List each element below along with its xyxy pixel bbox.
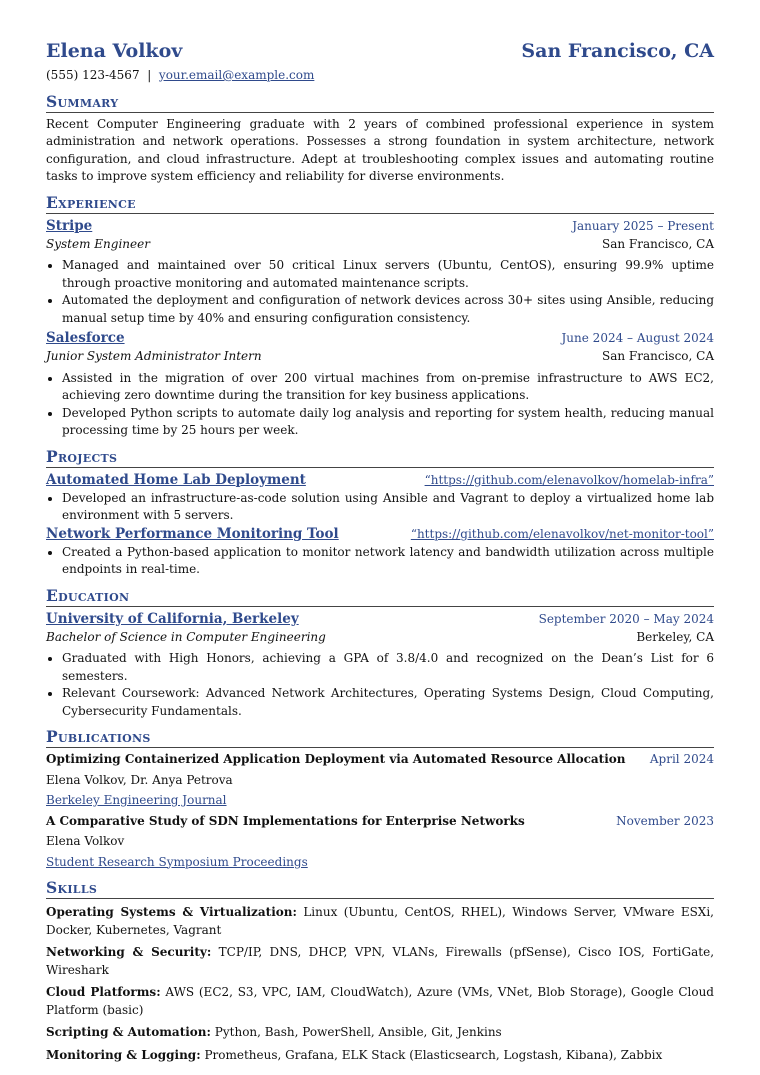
summary-text: Recent Computer Engineering graduate with 2 years of combined professional experience in system administration and network operations. Possesses a strong foundation in system architecture, network configuration, and cloud infrastructure. Adept at troubleshooting complex issues and automating routine tasks to improve system efficiency and reliability for diverse environments. xyxy=(46,116,714,183)
skill-row xyxy=(46,1047,714,1065)
project-url-link[interactable]: “https://github.com/elenavolkov/net-monitor-tool” xyxy=(410,526,714,541)
school-location: Berkeley, CA xyxy=(636,629,714,644)
publication-date: November 2023 xyxy=(616,813,714,828)
education-item xyxy=(46,610,714,721)
job-role: System Engineer xyxy=(46,236,150,251)
skill-row xyxy=(46,1024,714,1042)
job-bullet: • Developed Python scripts to automate daily log analysis and reporting for system health, reducing manual processing time by 25 hours per week. xyxy=(62,405,714,440)
company-link[interactable]: Stripe xyxy=(46,217,93,234)
email-link[interactable]: your.email@example.com xyxy=(158,68,315,82)
skill-label: Scripting & Automation: xyxy=(46,1025,211,1039)
projects-heading: Projects xyxy=(46,448,714,468)
skill-row xyxy=(46,904,714,939)
experience-heading: Experience xyxy=(46,194,714,214)
project-name[interactable]: Automated Home Lab Deployment xyxy=(46,471,306,488)
job-location: San Francisco, CA xyxy=(601,349,714,363)
project-bullet: • Created a Python-based application to monitor network latency and bandwidth utilization across multiple endpoints in real-time. xyxy=(62,544,714,579)
project-item xyxy=(46,525,714,579)
education-bullet: • Relevant Coursework: Advanced Network Architectures, Operating Systems Design, Cloud Computing, Cybersecurity Fundamentals. xyxy=(62,685,714,720)
summary-heading: Summary xyxy=(46,93,714,113)
skill-value: Linux (Ubuntu, CentOS, RHEL), Windows Server, VMware ESXi, Docker, Kubernetes, Vagrant xyxy=(46,905,714,937)
job-bullet: • Managed and maintained over 50 critical Linux servers (Ubuntu, CentOS), ensuring 99.9% uptime through proactive monitoring and automated maintenance scripts. xyxy=(62,257,714,292)
skill-row xyxy=(46,944,714,979)
skill-value: TCP/IP, DNS, DHCP, VPN, VLANs, Firewalls (pfSense), Cisco IOS, FortiGate, Wireshark xyxy=(46,945,715,977)
candidate-location: San Francisco, CA xyxy=(521,40,714,62)
publication-authors: Elena Volkov, Dr. Anya Petrova xyxy=(46,772,233,787)
education-heading: Education xyxy=(46,587,714,607)
job-bullets xyxy=(46,370,714,440)
job-dates: January 2025 – Present xyxy=(572,218,714,233)
contact-line xyxy=(46,67,714,85)
job-bullets xyxy=(46,257,714,327)
skill-label: Monitoring & Logging: xyxy=(46,1047,201,1062)
school-link[interactable]: University of California, Berkeley xyxy=(46,610,299,627)
skill-value: Prometheus, Grafana, ELK Stack (Elasticsearch, Logstash, Kibana), Zabbix xyxy=(204,1047,663,1062)
experience-item xyxy=(46,217,714,328)
project-item xyxy=(46,471,714,525)
skills-heading: Skills xyxy=(46,879,714,899)
skill-value: AWS (EC2, S3, VPC, IAM, CloudWatch), Azure (VMs, VNet, Blob Storage), Google Cloud Platform (basic) xyxy=(46,985,714,1017)
project-url-link[interactable]: “https://github.com/elenavolkov/homelab-infra” xyxy=(424,472,714,487)
project-name[interactable]: Network Performance Monitoring Tool xyxy=(46,525,339,542)
experience-item xyxy=(46,329,714,440)
publication-title: A Comparative Study of SDN Implementations for Enterprise Networks xyxy=(46,813,525,828)
project-bullet: • Developed an infrastructure-as-code solution using Ansible and Vagrant to deploy a virtualized home lab environment with 5 servers. xyxy=(62,490,714,525)
company-link[interactable]: Salesforce xyxy=(46,330,125,346)
project-bullets xyxy=(46,490,714,525)
job-role: Junior System Administrator Intern xyxy=(46,349,262,363)
job-bullet: • Automated the deployment and configuration of network devices across 30+ sites using Ansible, reducing manual setup time by 40% and ensuring configuration consistency. xyxy=(62,292,714,327)
skill-row xyxy=(46,984,714,1019)
job-bullet: • Assisted in the migration of over 200 virtual machines from on-premise infrastructure to AWS EC2, achieving zero downtime during the transition for key business applications. xyxy=(62,370,714,405)
education-bullet: • Graduated with High Honors, achieving a GPA of 3.8/4.0 and recognized on the Dean’s List for 6 semesters. xyxy=(62,650,714,685)
project-bullets xyxy=(46,544,714,579)
publication-authors: Elena Volkov xyxy=(46,834,125,848)
publication-item xyxy=(46,813,714,872)
resume-header xyxy=(46,38,714,64)
candidate-name: Elena Volkov xyxy=(46,40,183,62)
skill-label: Networking & Security: xyxy=(46,945,212,959)
job-dates: June 2024 – August 2024 xyxy=(561,331,714,345)
skill-value: Python, Bash, PowerShell, Ansible, Git, Jenkins xyxy=(214,1025,502,1039)
phone-number: (555) 123-4567 xyxy=(46,68,140,82)
education-dates: September 2020 – May 2024 xyxy=(538,611,714,626)
publication-date: April 2024 xyxy=(649,752,714,766)
education-bullets xyxy=(46,650,714,720)
publication-title: Optimizing Containerized Application Deployment via Automated Resource Allocation xyxy=(46,752,626,766)
degree: Bachelor of Science in Computer Engineering xyxy=(46,629,326,644)
skill-label: Cloud Platforms: xyxy=(46,985,161,999)
skill-label: Operating Systems & Virtualization: xyxy=(46,905,297,919)
publication-venue-link[interactable]: Student Research Symposium Proceedings xyxy=(46,854,308,869)
publication-item xyxy=(46,751,714,810)
contact-separator: | xyxy=(147,68,152,82)
publications-heading: Publications xyxy=(46,728,714,748)
job-location: San Francisco, CA xyxy=(601,236,714,251)
publication-venue-link[interactable]: Berkeley Engineering Journal xyxy=(46,793,227,807)
